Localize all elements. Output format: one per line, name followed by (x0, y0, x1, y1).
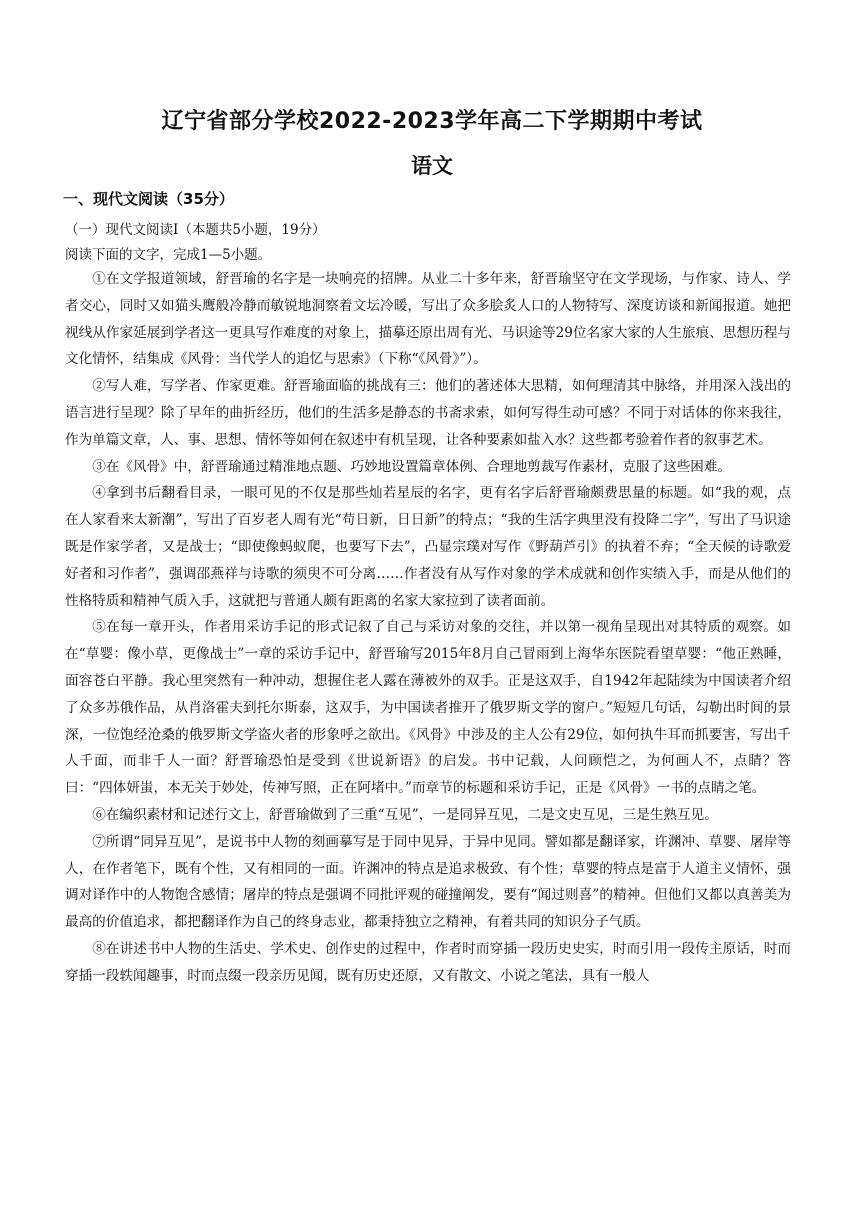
passage-body (65, 266, 791, 990)
paragraph-2: ②写人难，写学者、作家更难。舒晋瑜面临的挑战有三：他们的著述体大思精，如何理清其中脉络，并用深入浅出的语言进行呈现？除了早年的曲折经历，他们的生活多是静态的书斋求索，如何写得生动可感？不同于对话体的你来我往，作为单篇文章，人、事、思想、情怀等如何在叙述中有机呈现，让各种要素如盐入水？这些都考验着作者的叙事艺术。 (65, 378, 791, 448)
exam-title: 辽宁省部分学校2022-2023学年高二下学期期中考试 (161, 109, 703, 134)
paragraph-8: ⑧在讲述书中人物的生活史、学术史、创作史的过程中，作者时而穿插一段历史史实，时而引用一段传主原话，时而穿插一段轶闻趣事，时而点缀一段亲历见闻，既有历史还原，又有散文、小说之笔法，具有一般人 (65, 940, 791, 984)
paragraph-5: ⑤在每一章开头，作者用采访手记的形式记叙了自己与采访对象的交往，并以第一视角呈现出对其特质的观察。如在“草婴：像小草，更像战士”一章的采访手记中，舒晋瑜写2015年8月自己冒雨到上海华东医院看望草婴：“他正熟睡，面容苍白平静。我心里突然有一种冲动，想握住老人露在薄被外的双手。正是这双手，自1942年起陆续为中国读者介绍了众多苏俄作品，从肖洛霍夫到托尔斯泰，这双手，为中国读者推开了俄罗斯文学的窗户。”短短几句话，勾勒出时间的景深，一位饱经沧桑的俄罗斯文学盗火者的形象呼之欲出。《风骨》中涉及的主人公有29位，如何执牛耳而抓要害，写出千人千面，而非千人一面？舒晋瑜恐怕是受到《世说新语》的启发。书中记载，人问顾恺之，为何画人不，点睛？答曰：“四体妍蚩，本无关于妙处，传神写照，正在阿堵中。”而章节的标题和采访手记，正是《风骨》一书的点睛之笔。 (65, 619, 791, 797)
paragraph-7: ⑦所谓“同异互见”，是说书中人物的刻画摹写是于同中见异，于异中见同。譬如都是翻译家，许渊冲、草婴、屠岸等人，在作者笔下，既有个性，又有相同的一面。许渊冲的特点是追求极致、有个性；草婴的特点是富于人道主义情怀，强调对译作中的人物饱含感情；屠岸的特点是强调不同批评观的碰撞阐发，要有“闻过则喜”的精神。但他们又都以真善美为最高的价值追求，都把翻译作为自己的终身志业，都秉持独立之精神，有着共同的知识分子气质。 (65, 833, 791, 931)
paragraph-1: ①在文学报道领域，舒晋瑜的名字是一块响亮的招牌。从业二十多年来，舒晋瑜坚守在文学现场，与作家、诗人、学者交心，同时又如猫头鹰般冷静而敏锐地洞察着文坛冷暖，写出了众多脍炙人口的人物特写、深度访谈和新闻报道。她把视线从作家延展到学者这一更具写作难度的对象上，描摹还原出周有光、马识途等29位名家大家的人生旅痕、思想历程与文化情怀，结集成《风骨：当代学人的追忆与思索》（下称“《风骨》”）。 (65, 271, 791, 368)
subsection-heading: （一）现代文阅读Ⅰ（本题共5小题，19分） (65, 222, 326, 238)
paragraph-3: ③在《风骨》中，舒晋瑜通过精准地点题、巧妙地设置篇章体例、合理地剪裁写作素材，克服了这些困难。 (92, 458, 732, 475)
reading-instruction: 阅读下面的文字，完成1—5小题。 (65, 247, 272, 263)
section-heading: 一、现代文阅读（35分） (63, 190, 234, 208)
paragraph-6: ⑥在编织素材和记述行文上，舒晋瑜做到了三重“互见”，一是同异互见，二是文史互见，三是生熟互见。 (92, 806, 718, 823)
subject-heading: 语文 (411, 154, 453, 178)
paragraph-4: ④拿到书后翻看目录，一眼可见的不仅是那些灿若星辰的名字，更有名字后舒晋瑜颇费思量的标题。如“我的观，点在人家看来太新潮”，写出了百岁老人周有光“苟日新，日日新”的特点；“我的生活字典里没有投降二字”，写出了马识途既是作家学者，又是战士；“即使像蚂蚁爬，也要写下去”，凸显宗璞对写作《野葫芦引》的执着不弃；“全天候的诗歌爱好者和习作者”，强调邵燕祥与诗歌的须臾不可分离……作者没有从写作对象的学术成就和创作实绩入手，而是从他们的性格特质和精神气质入手，这就把与普通人颇有距离的名家大家拉到了读者面前。 (65, 485, 791, 609)
